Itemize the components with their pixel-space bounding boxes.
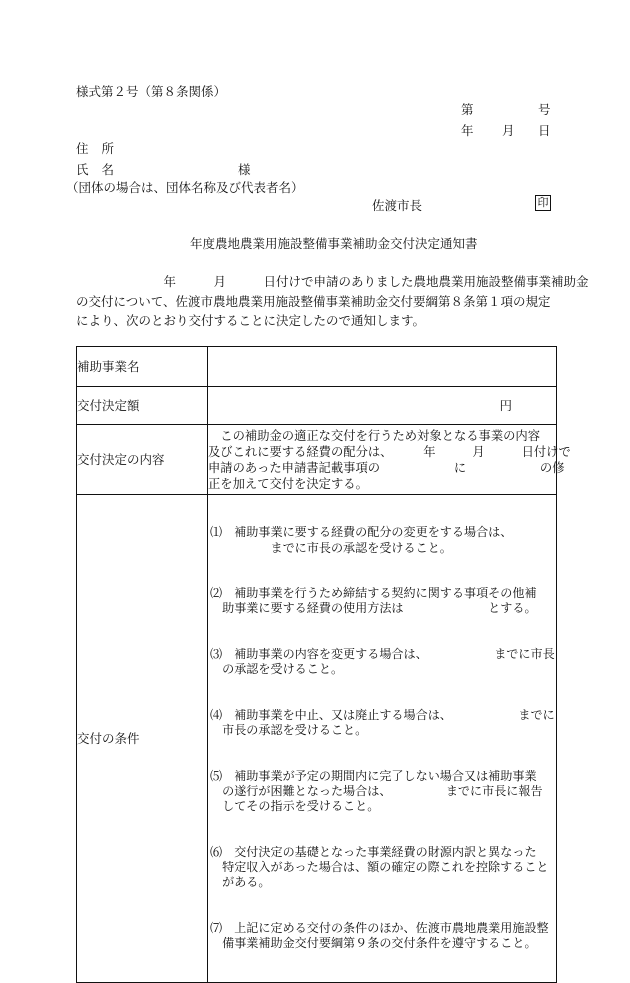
seal-mark: 印 [535, 195, 551, 211]
condition-item: ⑸ 補助事業が予定の期間内に完了しない場合又は補助事業 の遂行が困難となった場合は、 までに市長に報告 してその指示を受けること。 [210, 768, 543, 814]
project-name-value [208, 347, 557, 387]
condition-item: ⑹ 交付決定の基礎となった事業経費の財源内訳と異なった 特定収入があった場合は、額の確定の際これを控除すること がある。 [210, 844, 549, 890]
conditions-list [208, 495, 556, 982]
condition-item: ⑺ 上記に定める交付の条件のほか、佐渡市農地農業用施設整 備事業補助金交付要綱第９条の交付条件を遵守すること。 [210, 920, 549, 950]
condition-item: ⑵ 補助事業を行うため締結する契約に関する事項その他補 助事業に要する経費の使用方法は とする。 [210, 586, 537, 616]
document-title: 年度農地農業用施設整備事業補助金交付決定通知書 [190, 236, 478, 251]
decision-content-text: この補助金の適正な交付を行うため対象となる事業の内容 及びこれに要する経費の配分は、 年 月 日付けで 申請のあった申請書記載事項の に の修 正を加えて交付を決定する。 [208, 428, 571, 491]
project-name-label: 補助事業名 [77, 347, 208, 387]
number-prefix: 第 [461, 102, 474, 117]
issuer-title: 佐渡市長 [372, 198, 423, 213]
table-row [77, 347, 557, 387]
table-row [77, 495, 557, 983]
decision-content-cell [208, 425, 571, 495]
date-month: 月 [502, 123, 515, 138]
address-label: 住所 [76, 141, 128, 156]
condition-item: ⑴ 補助事業に要する経費の配分の変更をする場合は、 までに市長の承認を受けること。 [210, 525, 513, 555]
conditions-label: 交付の条件 [77, 495, 208, 983]
group-note: （団体の場合は、団体名称及び代表者名） [66, 180, 304, 195]
grant-amount-label: 交付決定額 [77, 387, 208, 425]
conditions-cell [208, 495, 557, 983]
condition-item: ⑷ 補助事業を中止、又は廃止する場合は、 までに 市長の承認を受けること。 [210, 707, 555, 738]
name-label: 氏名 [76, 162, 128, 177]
decision-content-label: 交付決定の内容 [77, 425, 208, 495]
table-row [77, 425, 557, 495]
table-row [77, 387, 557, 425]
condition-item: ⑶ 補助事業の内容を変更する場合は、 までに市長 の承認を受けること。 [210, 647, 555, 677]
grant-amount-unit: 円 [208, 387, 557, 425]
number-suffix: 号 [538, 102, 551, 117]
document-body: 年 月 日付けで申請のありました農地農業用施設整備事業補助金 の交付について、佐渡市農地農業用施設整備事業補助金交付要綱第８条第１項の規定 により、次のとおり交付することに決定したので通知します。 [76, 274, 589, 328]
honorific: 様 [238, 162, 251, 177]
date-year: 年 [461, 123, 474, 138]
form-number: 様式第２号（第８条関係） [76, 84, 227, 99]
grant-table [76, 346, 571, 983]
date-day: 日 [538, 123, 551, 138]
